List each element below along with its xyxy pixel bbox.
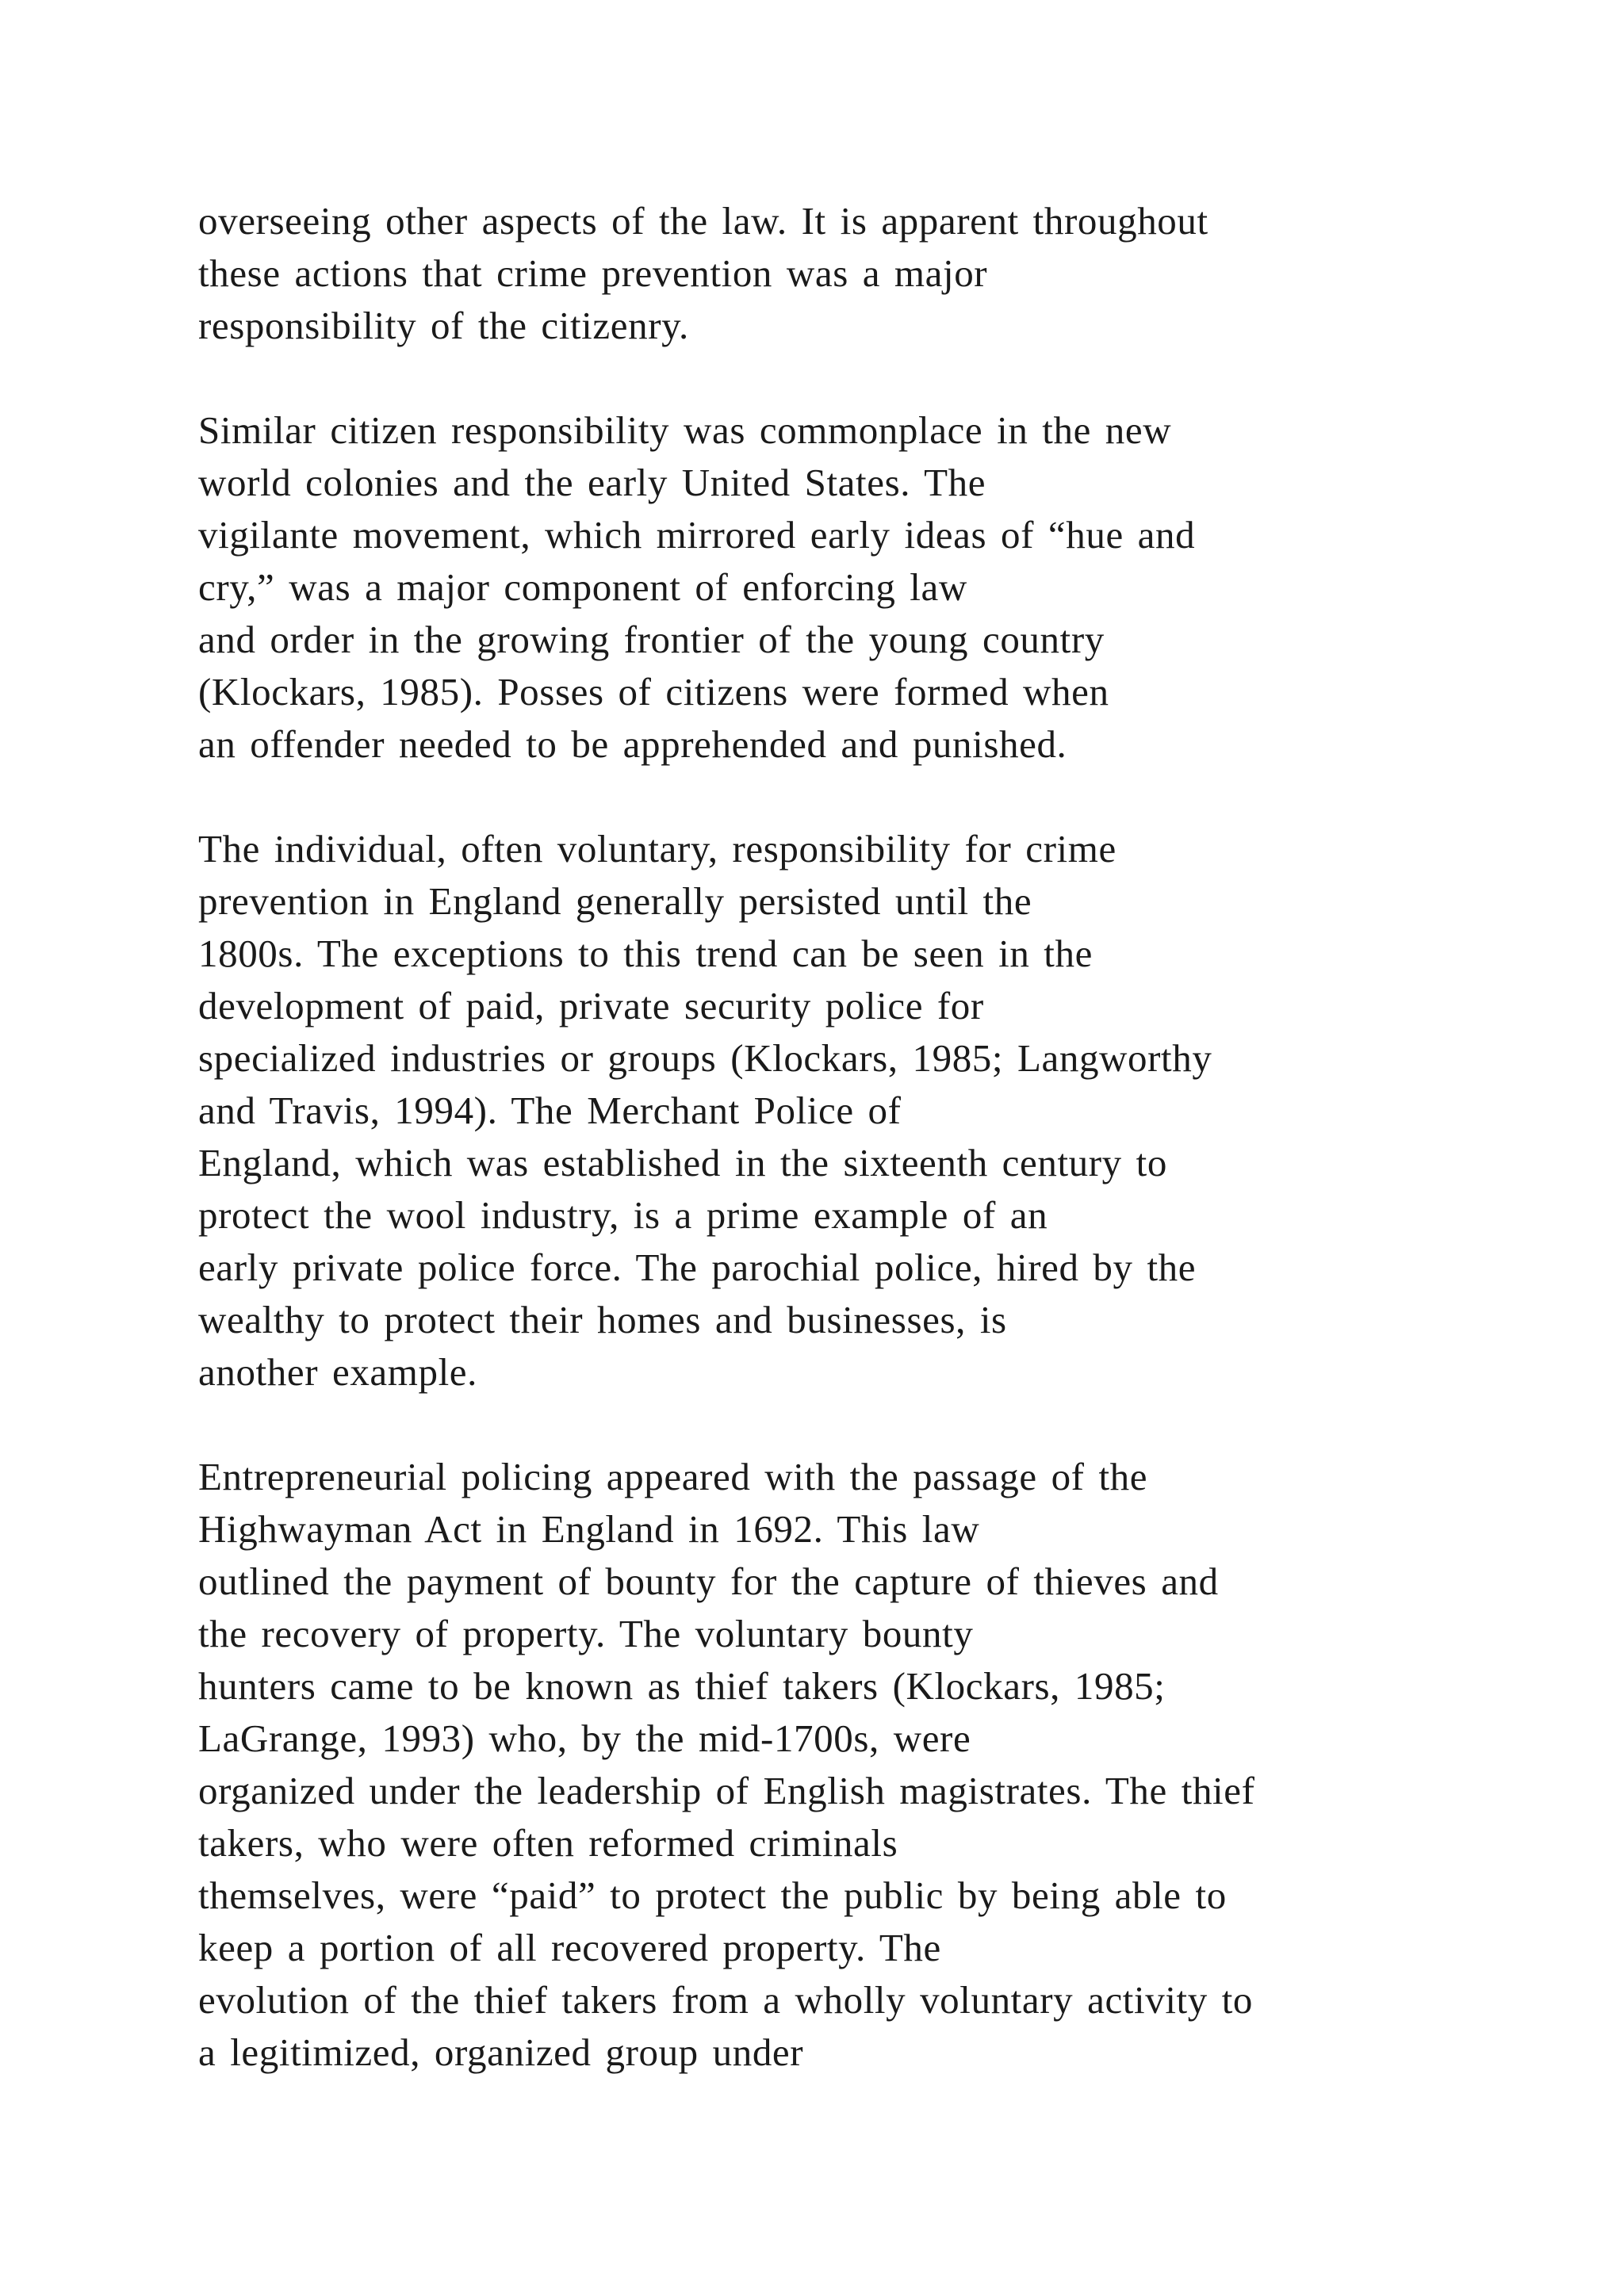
text-line: keep a portion of all recovered property. The	[198, 1926, 941, 1969]
text-line: specialized industries or groups (Klockars, 1985; Langworthy	[198, 1036, 1212, 1080]
paragraph-4	[198, 1451, 1594, 2079]
text-line: Entrepreneurial policing appeared with the passage of the	[198, 1455, 1148, 1498]
text-line: vigilante movement, which mirrored early ideas of “hue and	[198, 513, 1196, 557]
text-line: early private police force. The parochial police, hired by the	[198, 1246, 1197, 1289]
text-line: hunters came to be known as thief takers (Klockars, 1985;	[198, 1664, 1166, 1708]
body-text	[198, 195, 1594, 2131]
text-line: the recovery of property. The voluntary bounty	[198, 1612, 974, 1655]
text-line: evolution of the thief takers from a wholly voluntary activity to	[198, 1978, 1254, 2022]
paragraph-1	[198, 195, 1594, 352]
text-line: cry,” was a major component of enforcing law	[198, 565, 967, 609]
text-line: Similar citizen responsibility was commonplace in the new	[198, 408, 1172, 452]
text-line: and order in the growing frontier of the young country	[198, 618, 1105, 661]
paragraph-3	[198, 823, 1594, 1399]
text-line: development of paid, private security police for	[198, 984, 984, 1027]
text-line: outlined the payment of bounty for the capture of thieves and	[198, 1559, 1219, 1603]
text-line: another example.	[198, 1350, 478, 1394]
text-line: a legitimized, organized group under	[198, 2030, 804, 2074]
text-line: The individual, often voluntary, responsibility for crime	[198, 827, 1116, 871]
text-line: 1800s. The exceptions to this trend can be seen in the	[198, 932, 1093, 975]
text-line: LaGrange, 1993) who, by the mid-1700s, were	[198, 1716, 971, 1760]
text-line: wealthy to protect their homes and businesses, is	[198, 1298, 1007, 1341]
paragraph-2	[198, 404, 1594, 771]
text-line: and Travis, 1994). The Merchant Police of	[198, 1089, 902, 1132]
text-line: these actions that crime prevention was a major	[198, 251, 988, 295]
text-line: themselves, were “paid” to protect the public by being able to	[198, 1873, 1227, 1917]
text-line: prevention in England generally persisted until the	[198, 879, 1032, 923]
text-line: overseeing other aspects of the law. It is apparent throughout	[198, 199, 1208, 243]
text-line: responsibility of the citizenry.	[198, 304, 689, 347]
text-line: protect the wool industry, is a prime example of an	[198, 1193, 1048, 1237]
text-line: world colonies and the early United States. The	[198, 461, 986, 504]
text-line: (Klockars, 1985). Posses of citizens were formed when	[198, 670, 1109, 714]
text-line: England, which was established in the sixteenth century to	[198, 1141, 1167, 1184]
text-line: an offender needed to be apprehended and punished.	[198, 722, 1067, 766]
text-line: organized under the leadership of English magistrates. The thief	[198, 1769, 1255, 1812]
text-line: takers, who were often reformed criminals	[198, 1821, 898, 1865]
text-line: Highwayman Act in England in 1692. This law	[198, 1507, 980, 1551]
